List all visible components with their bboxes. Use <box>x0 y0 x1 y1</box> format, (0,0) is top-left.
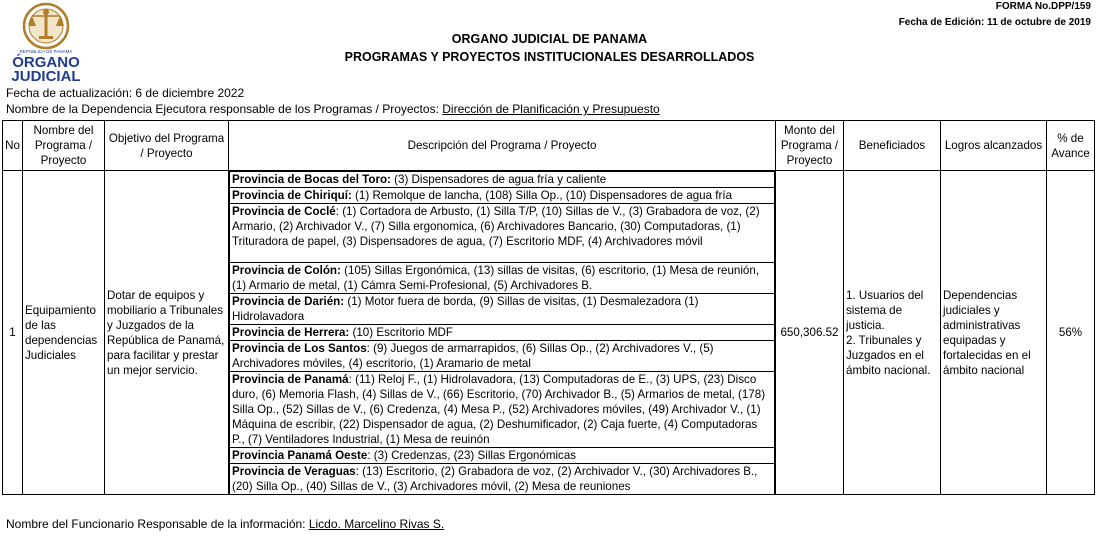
header-objective: Objetivo del Programa / Proyecto <box>105 121 229 171</box>
province-name: Provincia de Panamá <box>232 373 349 386</box>
province-name: Provincia de Veraguas <box>232 465 356 478</box>
header-beneficiaries: Beneficiados <box>844 121 941 171</box>
logo-line2: JUDICIAL <box>11 68 81 84</box>
row-objective: Dotar de equipos y mobiliario a Tribunales y Juzgados de la República de Panamá, para facilitar y prestar un mejor servicio. <box>105 171 229 495</box>
province-items: : (9) Juegos de armarrapidos, (6) Sillas Op., (2) Archivadores V., (5) Archivadores móviles, (4) escritorio, (1) Aramario de metal <box>232 342 714 370</box>
province-item <box>230 325 775 341</box>
page-subtitle: PROGRAMAS Y PROYECTOS INSTITUCIONALES DESARROLLADOS <box>344 50 755 64</box>
province-item <box>230 341 775 372</box>
province-item <box>230 172 775 188</box>
logo-line1: ÓRGANO <box>12 54 80 71</box>
province-name: Provincia de Chiriquí: <box>232 189 352 202</box>
province-item <box>230 464 775 495</box>
row-amount: 650,306.52 <box>776 171 844 495</box>
province-items: : (13) Escritorio, (2) Grabadora de voz, (2) Archivador V., (30) Archivadores B., (20) Silla Op., (40) Sillas de V., (3) Archivadores móvil, (2) Mesa de reuniones <box>232 465 758 493</box>
row-progress: 56% <box>1047 171 1095 495</box>
header-name: Nombre del Programa / Proyecto <box>23 121 105 171</box>
province-items: (3) Dispensadores de agua fría y caliente <box>390 173 607 186</box>
province-items: : (11) Reloj F., (1) Hidrolavadora, (13) Computadoras de E., (3) UPS, (23) Disco duro, (6) Memoria Flash, (4) Sillas de V., (66) Escritorio, (70) Archivador B., (5) Armarios de metal, (178) Silla Op., (52) Sillas de V., (6) Credenza, (4) Mesa P., (52) Archivadores móviles, (49) Archivador V., (1) Máquina de escribir, (22) Dispensador de agua, (2) Deshumificador, (2) Caja fuerte, (4) Computadoras P., (7) Ventiladores Industrial, (1) Mesa de reuinón <box>232 373 766 446</box>
header-achievements: Logros alcanzados <box>941 121 1047 171</box>
update-date: Fecha de actualización: 6 de diciembre 2022 <box>6 86 245 100</box>
form-number: FORMA No.DPP/159 <box>995 1 1091 12</box>
programs-table <box>2 120 1095 495</box>
responsible-name: Licdo. Marcelino Rivas S. <box>308 517 445 531</box>
dependency-value: Dirección de Planificación y Presupuesto <box>442 102 660 116</box>
province-items: (1) Motor fuera de borda, (9) Sillas de visitas, (1) Desmalezadora (1) Hidrolavadora <box>232 295 699 323</box>
province-item <box>230 263 775 294</box>
table-row <box>3 171 1095 495</box>
row-name: Equipamiento de las dependencias Judiciales <box>23 171 105 495</box>
province-item <box>230 188 775 204</box>
header-amount: Monto del Programa / Proyecto <box>776 121 844 171</box>
province-list <box>229 171 775 494</box>
edition-date: Fecha de Edición: 11 de octubre de 2019 <box>898 17 1091 28</box>
row-description <box>229 171 776 495</box>
dependency-label: Nombre de la Dependencia Ejecutora responsable de los Programas / Proyectos: <box>6 102 443 116</box>
row-achievements: Dependencias judiciales y administrativas equipadas y fortalecidas en el ámbito nacional <box>941 171 1047 495</box>
province-items: (105) Sillas Ergonómica, (13) sillas de visitas, (6) escritorio, (1) Mesa de reunión, (1) Armario de metal, (1) Cámra Semi-Profesional, (5) Archivadores B. <box>232 264 760 292</box>
province-items: : (3) Credenzas, (23) Sillas Ergonómicas <box>367 449 577 462</box>
province-item <box>230 448 775 464</box>
row-beneficiaries: 1. Usuarios del sistema de justicia. 2. Tribunales y Juzgados en el ámbito nacional. <box>844 171 941 495</box>
logo-top-text: REPÚBLICA DE PANAMÁ <box>19 49 73 54</box>
province-item <box>230 204 775 263</box>
province-name: Provincia de Los Santos <box>232 342 367 355</box>
province-name: Provincia de Darién: <box>232 295 345 308</box>
province-name: Provincia de Herrera: <box>232 326 350 339</box>
header-no: No <box>3 121 23 171</box>
province-name: Provincia de Coclé <box>232 205 336 218</box>
responsible-label: Nombre del Funcionario Responsable de la información: <box>6 517 309 531</box>
province-name: Provincia Panamá Oeste <box>232 449 368 462</box>
province-item <box>230 372 775 448</box>
province-name: Provincia de Bocas del Toro: <box>232 173 391 186</box>
header-progress: % de Avance <box>1047 121 1095 171</box>
province-name: Provincia de Colón: <box>232 264 341 277</box>
province-item <box>230 294 775 325</box>
page-title: ORGANO JUDICIAL DE PANAMA <box>451 32 648 46</box>
table-header-row <box>3 121 1095 171</box>
dependency-line <box>6 102 660 116</box>
province-items: (1) Remolque de lancha, (108) Silla Op., (10) Dispensadores de agua fría <box>351 189 733 202</box>
responsible-official <box>6 517 444 531</box>
province-items: (10) Escritorio MDF <box>349 326 453 339</box>
row-no: 1 <box>3 171 23 495</box>
province-items: : (1) Cortadora de Arbusto, (1) Silla T/P, (10) Sillas de V., (3) Grabadora de voz, (2) Armario, (2) Archivador V., (7) Silla ergonomica, (6) Archivadores Bancario, (30) Computadoras, (1) Trituradora de papel, (3) Dispensadores de agua, (7) Escritorio MDF, (4) Archivadores móvil <box>232 205 760 248</box>
header-description: Descripción del Programa / Proyecto <box>229 121 776 171</box>
